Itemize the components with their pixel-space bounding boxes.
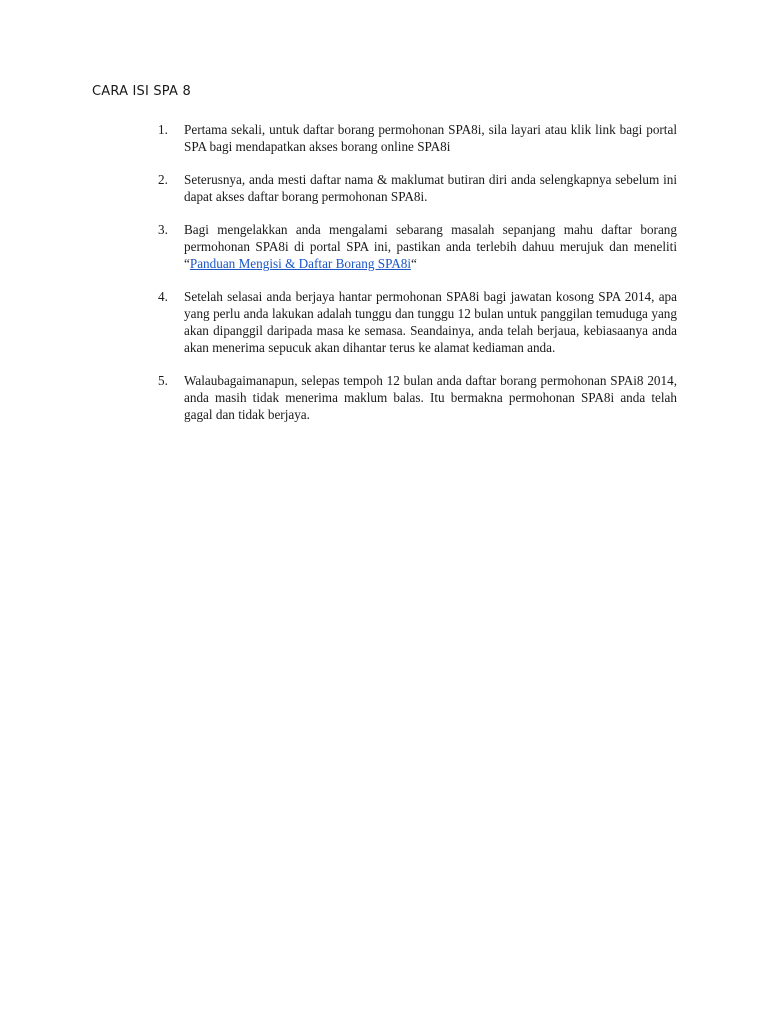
guide-link[interactable]: Panduan Mengisi & Daftar Borang SPA8i xyxy=(189,256,411,271)
document-title: CARA ISI SPA 8 xyxy=(92,84,191,99)
steps-list xyxy=(158,121,677,439)
step-item-3 xyxy=(158,221,677,272)
step-item-2 xyxy=(158,171,677,205)
step-item-4 xyxy=(158,288,677,356)
step-number: 5. xyxy=(158,373,168,388)
step-text xyxy=(184,221,677,272)
step-text-before-link: Bagi mengelakkan anda mengalami sebarang masalah sepanjang mahu daftar borang permohonan SPA8i di portal SPA ini, pastikan anda terlebih dahuu merujuk dan meneliti “ xyxy=(184,222,677,271)
step-text: Pertama sekali, untuk daftar borang permohonan SPA8i, sila layari atau klik link bagi portal SPA bagi mendapatkan akses borang online SPA8i xyxy=(184,122,677,154)
step-number: 2. xyxy=(158,172,168,187)
step-text: Walaubagaimanapun, selepas tempoh 12 bulan anda daftar borang permohonan SPAi8 2014, anda masih tidak menerima maklum balas. Itu bermakna permohonan SPA8i anda telah gagal dan tidak berjaya. xyxy=(184,373,677,422)
step-text-after-link: “ xyxy=(410,256,417,271)
step-item-5 xyxy=(158,372,677,423)
step-number: 3. xyxy=(158,222,168,237)
step-number: 1. xyxy=(158,122,168,137)
step-text: Setelah selasai anda berjaya hantar permohonan SPA8i bagi jawatan kosong SPA 2014, apa yang perlu anda lakukan adalah tunggu dan tunggu 12 bulan untuk panggilan temuduga yang akan dipanggil daripada masa ke semasa. Seandainya, anda telah berjaua, kebiasaanya anda akan menerima sepucuk akan dihantar terus ke alamat kediaman anda. xyxy=(184,289,677,355)
step-text: Seterusnya, anda mesti daftar nama & maklumat butiran diri anda selengkapnya sebelum ini dapat akses daftar borang permohonan SPA8i. xyxy=(184,172,677,204)
step-item-1 xyxy=(158,121,677,155)
step-number: 4. xyxy=(158,289,168,304)
